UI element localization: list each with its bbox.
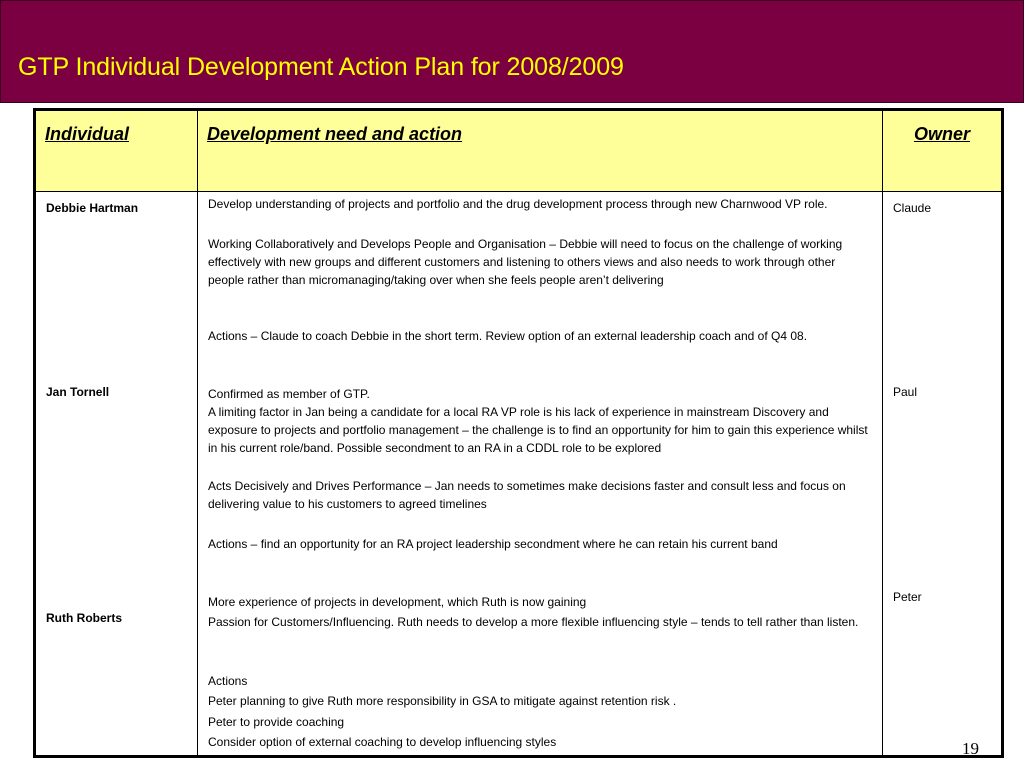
- header-individual: Individual: [35, 110, 198, 192]
- owner-name: Paul: [893, 385, 918, 399]
- title-bar: [0, 0, 1024, 103]
- development-text: Peter planning to give Ruth more responsibility in GSA to mitigate against retention risk .: [208, 694, 677, 708]
- individual-cell: [35, 192, 198, 757]
- development-text: Develop understanding of projects and portfolio and the drug development process through new Charnwood VP role.: [208, 197, 828, 211]
- development-text: Passion for Customers/Influencing. Ruth needs to develop a more flexible influencing style – tends to tell rather than listen.: [208, 615, 859, 629]
- development-text: Acts Decisively and Drives Performance – Jan needs to sometimes make decisions faster and consult less and focus on delivering value to his customers to agreed timelines: [208, 479, 846, 511]
- development-text: Consider option of external coaching to develop influencing styles: [208, 735, 557, 749]
- development-plan-table: [33, 108, 1004, 758]
- table-row: [35, 192, 1003, 757]
- owner-name: Peter: [893, 590, 922, 604]
- individual-name: Debbie Hartman: [46, 201, 139, 215]
- development-text: Actions – find an opportunity for an RA project leadership secondment where he can retain his current band: [208, 537, 778, 551]
- header-development: Development need and action: [198, 110, 883, 192]
- owner-cell: [883, 192, 1003, 757]
- individual-name: Ruth Roberts: [46, 611, 122, 625]
- development-text: A limiting factor in Jan being a candidate for a local RA VP role is his lack of experience in mainstream Discovery and exposure to projects and portfolio management – the challenge is to find an opportunity for him to gain this experience whilst in his current role/band. Possible secondment to an RA in a CDDL role to be explored: [208, 405, 868, 455]
- header-owner: Owner: [883, 110, 1003, 192]
- development-cell: [198, 192, 883, 757]
- development-text: Actions – Claude to coach Debbie in the short term. Review option of an external leadership coach and of Q4 08.: [208, 329, 808, 343]
- development-text: More experience of projects in development, which Ruth is now gaining: [208, 595, 587, 609]
- owner-name: Claude: [893, 201, 932, 215]
- table-header-row: [35, 110, 1003, 192]
- development-text: Actions: [208, 674, 248, 688]
- development-text: Peter to provide coaching: [208, 715, 345, 729]
- individual-name: Jan Tornell: [46, 385, 110, 399]
- development-text: Working Collaboratively and Develops People and Organisation – Debbie will need to focus on the challenge of working effectively with new groups and different customers and listening to others views and also needs to work through other people rather than micromanaging/taking over when she feels people aren’t delivering: [208, 237, 843, 287]
- page-number: 19: [962, 739, 979, 758]
- slide-title: GTP Individual Development Action Plan for 2008/2009: [18, 53, 624, 81]
- development-text: Confirmed as member of GTP.: [208, 387, 370, 401]
